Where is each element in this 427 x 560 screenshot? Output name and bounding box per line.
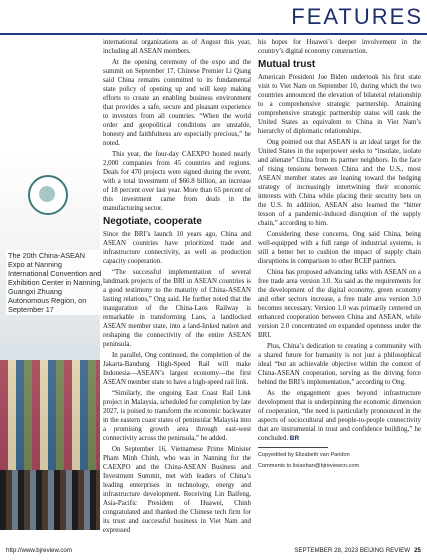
expo-photo <box>0 150 100 530</box>
end-mark: BR <box>289 435 300 442</box>
paragraph: “The successful implementation of several landmark projects of the BRI in ASEAN countries is a good testimony to the maturity of China-ASEAN lasting relations,” Ong said. He further noted that the inauguration of the China-Laos Railway is remarkable in transforming Laos, a landlocked ASEAN member state, into a land-linked nation and reshaping the connectivity of the entire ASEAN peninsula. <box>103 269 251 348</box>
photo-caption: The 20th China-ASEAN Expo at Nanning International Convention and Exhibition Center in Nanning, Guangxi Zhuang Autonomous Region, on September 17 <box>6 250 105 315</box>
paragraph: American President Joe Biden undertook his first state visit to Viet Nam on September 10, during which the two countries announced the elevation of bilateral relationship to a comprehensive strategic partnership. Attaining comprehensive strategic partnership status will rank the United States as equivalent to China in Viet Nam’s hierarchy of diplomatic relationships. <box>258 74 421 135</box>
paragraph: Plus, China’s dedication to creating a community with a shared future for humanity is not just a philosophical ideal “but an achievable objective within the context of China-ASEAN cooperation, serving as the driving force behind the BRI’s implementation,” according to Ong. <box>258 343 421 386</box>
page-number: 25 <box>414 547 421 554</box>
website-url[interactable]: http://www.bjreview.com <box>6 547 73 554</box>
paragraph-final-text: As the engagement goes beyond infrastructure development that is underpinning the economic dimension of cooperation, “the need is particularly pronounced in the aspects of sociocultural and people-to-people connectivity that are instrumental in trust and confidence building,” he concluded. <box>258 390 421 442</box>
paragraph: This year, the four-day CAEXPO hosted nearly 2,000 companies from 45 countries and regions. Deals for 470 projects were signed during the event, with a total investment of $66.8 billion, an increase of 18 percent over last year. More than 65 percent of this investment came from deals in the manufacturing sector. <box>103 151 251 212</box>
issue-date: SEPTEMBER 28, 2023 BEIJING REVIEW <box>294 547 411 554</box>
divider <box>258 447 328 448</box>
expo-emblem-icon <box>28 175 68 215</box>
crowd <box>0 470 100 530</box>
left-column <box>103 38 251 537</box>
header-rule <box>0 33 427 35</box>
subhead-mutual-trust: Mutual trust <box>258 59 316 70</box>
paragraph: Ong pointed out that ASEAN is an ideal target for the United States in the superpower seeks to “insulate, isolate and alienate” China from its partner neighbors. In the face of rising tensions between China and the U.S., most ASEAN member states are leaning toward the hedging strategy of increasingly intertwining their economic interests with China while placing their security bets on the U.S. In addition, ASEAN also learned the “bitter lesson of a pandemic-induced disruption of the supply chain,” according to him. <box>258 139 421 227</box>
right-column <box>258 38 421 470</box>
paragraph: “Similarly, the ongoing East Coast Rail Link project in Malaysia, scheduled for completion by late 2027, is poised to transform the economic backwater in the eastern coast states of peninsular Malaysia into a promising growth area through east-west connectivity across the peninsula,” he added. <box>103 390 251 442</box>
section-label: FEATURES <box>291 4 423 29</box>
copyedit-credit: Copyedited by Elizabeth van Paridon <box>258 452 350 458</box>
paragraph: Considering these concerns, Ong said China, being well-equipped with a full range of industrial systems, is still a better bet to cushion the impact of supply chain disruptions in comparison to other RCEP partners. <box>258 231 421 265</box>
paragraph: On September 16, Vietnamese Prime Minister Pham Minh Chinh, who was in Nanning for the CAEXPO and the China-ASEAN Business and Investment Summit, met with leaders of China’s leading enterprises in technology, energy and infrastructure development. Receiving Lin Baifeng, Asia-Pacific President of Huawei, Chinh congratulated and thanked the Chinese tech firm for its trust and successful business in Viet Nam and expressed <box>103 446 251 534</box>
footer-issue <box>294 547 421 554</box>
paragraph: China has proposed advancing talks with ASEAN on a free trade area version 3.0. Xu said as the requirements for the development of the digital economy, green economy and other sectors increase, a free trade area version 3.0 becomes necessary. Version 1.0 was primarily centered on enhanced cooperation between China and ASEAN, while version 2.0 concentrated on expanded openness under the BRI. <box>258 269 421 339</box>
paragraph: Since the BRI’s launch 10 years ago, China and ASEAN countries have prioritized trade and infrastructure connectivity, as well as production capacity cooperation. <box>103 231 251 265</box>
paragraph: At the opening ceremony of the expo and the summit on September 17, Chinese Premier Li Qiang said China remains committed to its fundamental state policy of opening up and will keep making efforts to create an enabling business environment that provides a safe, secure and pleasant experience to investors from all countries. “When the world order and geopolitical conditions are unstable, honesty and faithfulness are especially precious,” he noted. <box>103 59 251 147</box>
paragraph: his hopes for Huawei’s deeper involvement in the country’s digital economy construction. <box>258 39 421 55</box>
comments-email: Comments to lixiaohan@bjreviewcn.com <box>258 463 360 469</box>
paragraph: international organizations as of August this year, including all ASEAN members. <box>103 39 251 55</box>
paragraph-final <box>258 389 421 443</box>
subhead-negotiate: Negotiate, cooperate <box>103 216 202 227</box>
paragraph: In parallel, Ong continued, the completion of the Jakarta-Bandung High-Speed Rail will make Indonesia—ASEAN’s largest economy—the first ASEAN member state to have a high-speed rail link. <box>103 352 251 386</box>
